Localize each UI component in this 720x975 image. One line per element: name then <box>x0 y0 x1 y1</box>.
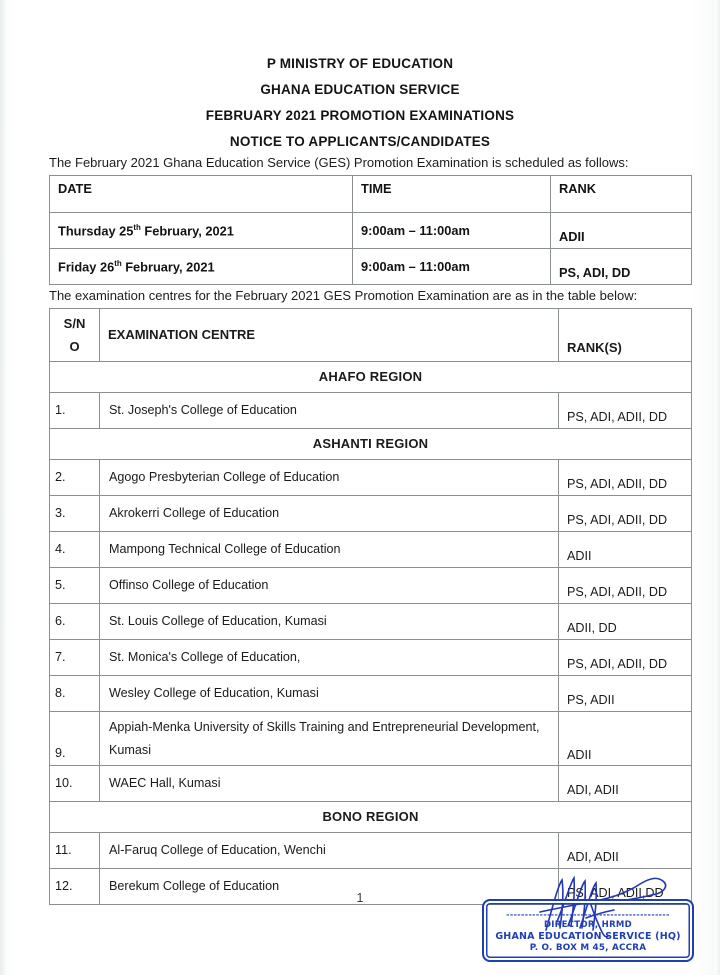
table-row <box>50 495 692 531</box>
centre-serial-number: 2. <box>50 459 100 495</box>
centre-serial-number: 4. <box>50 531 100 567</box>
centre-serial-number: 12. <box>50 868 100 904</box>
centre-serial-number: 1. <box>50 392 100 428</box>
centre-ranks: PS, ADI, ADII, DD <box>559 639 692 675</box>
schedule-rank: ADII <box>551 213 692 249</box>
region-name: AHAFO REGION <box>50 361 692 392</box>
centre-serial-number: 7. <box>50 639 100 675</box>
schedule-header-rank: RANK <box>551 176 692 213</box>
centre-ranks: PS, ADI, ADII, DD <box>559 567 692 603</box>
centres-header-ranks: RANK(S) <box>559 309 692 362</box>
heading-exam-title: FEBRUARY 2021 PROMOTION EXAMINATIONS <box>205 108 515 123</box>
schedule-date-day: Thursday 25 <box>58 223 134 239</box>
centre-name: Wesley College of Education, Kumasi <box>100 675 559 711</box>
schedule-table-body <box>50 176 692 285</box>
table-row <box>50 392 692 428</box>
schedule-date-ordinal: th <box>114 258 122 268</box>
intro-centres-paragraph: The examination centres for the February 2021 GES Promotion Examination are as in the table below: <box>49 288 638 303</box>
table-row <box>50 603 692 639</box>
centre-name: Appiah-Menka University of Skills Training and Entrepreneurial Development, Kumasi <box>100 711 559 765</box>
centre-serial-number: 8. <box>50 675 100 711</box>
centre-name: Mampong Technical College of Education <box>100 531 559 567</box>
examination-centres-body <box>50 309 692 905</box>
centre-ranks: ADII <box>559 711 692 765</box>
stamp-line-director: DIRECTOR, HRMD <box>543 920 633 931</box>
schedule-date-ordinal: th <box>133 222 141 232</box>
document-headings <box>0 56 720 160</box>
stamp-line-address: P. O. BOX M 45, ACCRA <box>529 943 647 954</box>
region-header-row <box>50 361 692 392</box>
centre-ranks: ADII <box>559 531 692 567</box>
table-row <box>50 765 692 801</box>
heading-notice: NOTICE TO APPLICANTS/CANDIDATES <box>229 134 491 149</box>
centre-ranks: PS, ADI, ADII, DD <box>559 392 692 428</box>
schedule-row <box>50 249 692 285</box>
stamp-line-organisation: GHANA EDUCATION SERVICE (HQ) <box>495 931 681 943</box>
stamp-signature-line: -------------------------------------------- <box>506 910 670 919</box>
centre-name: Akrokerri College of Education <box>100 495 559 531</box>
centre-ranks: PS, ADII <box>559 675 692 711</box>
centre-ranks: PS, ADI, ADII, DD <box>559 459 692 495</box>
schedule-table <box>49 175 692 285</box>
centre-name: Berekum College of Education <box>100 868 559 904</box>
centre-ranks: ADI, ADII <box>559 832 692 868</box>
table-row <box>50 711 692 765</box>
schedule-rank: PS, ADI, DD <box>551 249 692 285</box>
schedule-date <box>50 213 353 249</box>
centre-ranks: PS, ADI, ADII,DD <box>559 868 692 904</box>
region-name: ASHANTI REGION <box>50 428 692 459</box>
centre-name: St. Monica's College of Education, <box>100 639 559 675</box>
table-row <box>50 459 692 495</box>
heading-ministry: P MINISTRY OF EDUCATION <box>266 56 454 71</box>
schedule-header-row <box>50 176 692 213</box>
region-header-row <box>50 428 692 459</box>
table-row <box>50 639 692 675</box>
centre-serial-number: 6. <box>50 603 100 639</box>
schedule-time: 9:00am – 11:00am <box>353 249 551 285</box>
table-row <box>50 832 692 868</box>
centres-header-centre: EXAMINATION CENTRE <box>100 309 559 362</box>
page-number: 1 <box>356 891 364 905</box>
schedule-date-day: Friday 26 <box>58 259 115 275</box>
centres-header-serial-line1: S/N <box>63 316 86 331</box>
centre-name: Offinso College of Education <box>100 567 559 603</box>
table-row <box>50 567 692 603</box>
table-row <box>50 675 692 711</box>
centre-serial-number: 9. <box>50 711 100 765</box>
examination-centres-table <box>49 308 692 905</box>
table-row <box>50 531 692 567</box>
centres-header-row <box>50 309 692 362</box>
centre-serial-number: 10. <box>50 765 100 801</box>
centre-name: St. Louis College of Education, Kumasi <box>100 603 559 639</box>
centre-serial-number: 3. <box>50 495 100 531</box>
centres-header-serial-line2: O <box>69 338 80 354</box>
centre-ranks: PS, ADI, ADII, DD <box>559 495 692 531</box>
centre-name: Agogo Presbyterian College of Education <box>100 459 559 495</box>
centre-ranks: ADI, ADII <box>559 765 692 801</box>
schedule-header-time: TIME <box>353 176 551 213</box>
region-header-row <box>50 801 692 832</box>
heading-service: GHANA EDUCATION SERVICE <box>260 82 460 97</box>
centres-header-serial <box>50 309 100 362</box>
centre-name: Al-Faruq College of Education, Wenchi <box>100 832 559 868</box>
centre-serial-number: 11. <box>50 832 100 868</box>
stamp-text <box>482 910 694 955</box>
region-name: BONO REGION <box>50 801 692 832</box>
schedule-header-date: DATE <box>50 176 353 213</box>
schedule-row <box>50 213 692 249</box>
centre-serial-number: 5. <box>50 567 100 603</box>
intro-schedule-paragraph: The February 2021 Ghana Education Service (GES) Promotion Examination is scheduled as follows: <box>49 155 629 170</box>
centre-name: St. Joseph's College of Education <box>100 392 559 428</box>
schedule-date-rest: February, 2021 <box>121 259 215 275</box>
centre-ranks: ADII, DD <box>559 603 692 639</box>
schedule-date <box>50 249 353 285</box>
centre-name: WAEC Hall, Kumasi <box>100 765 559 801</box>
official-stamp <box>482 899 694 962</box>
schedule-date-rest: February, 2021 <box>140 223 234 239</box>
schedule-time: 9:00am – 11:00am <box>353 213 551 249</box>
